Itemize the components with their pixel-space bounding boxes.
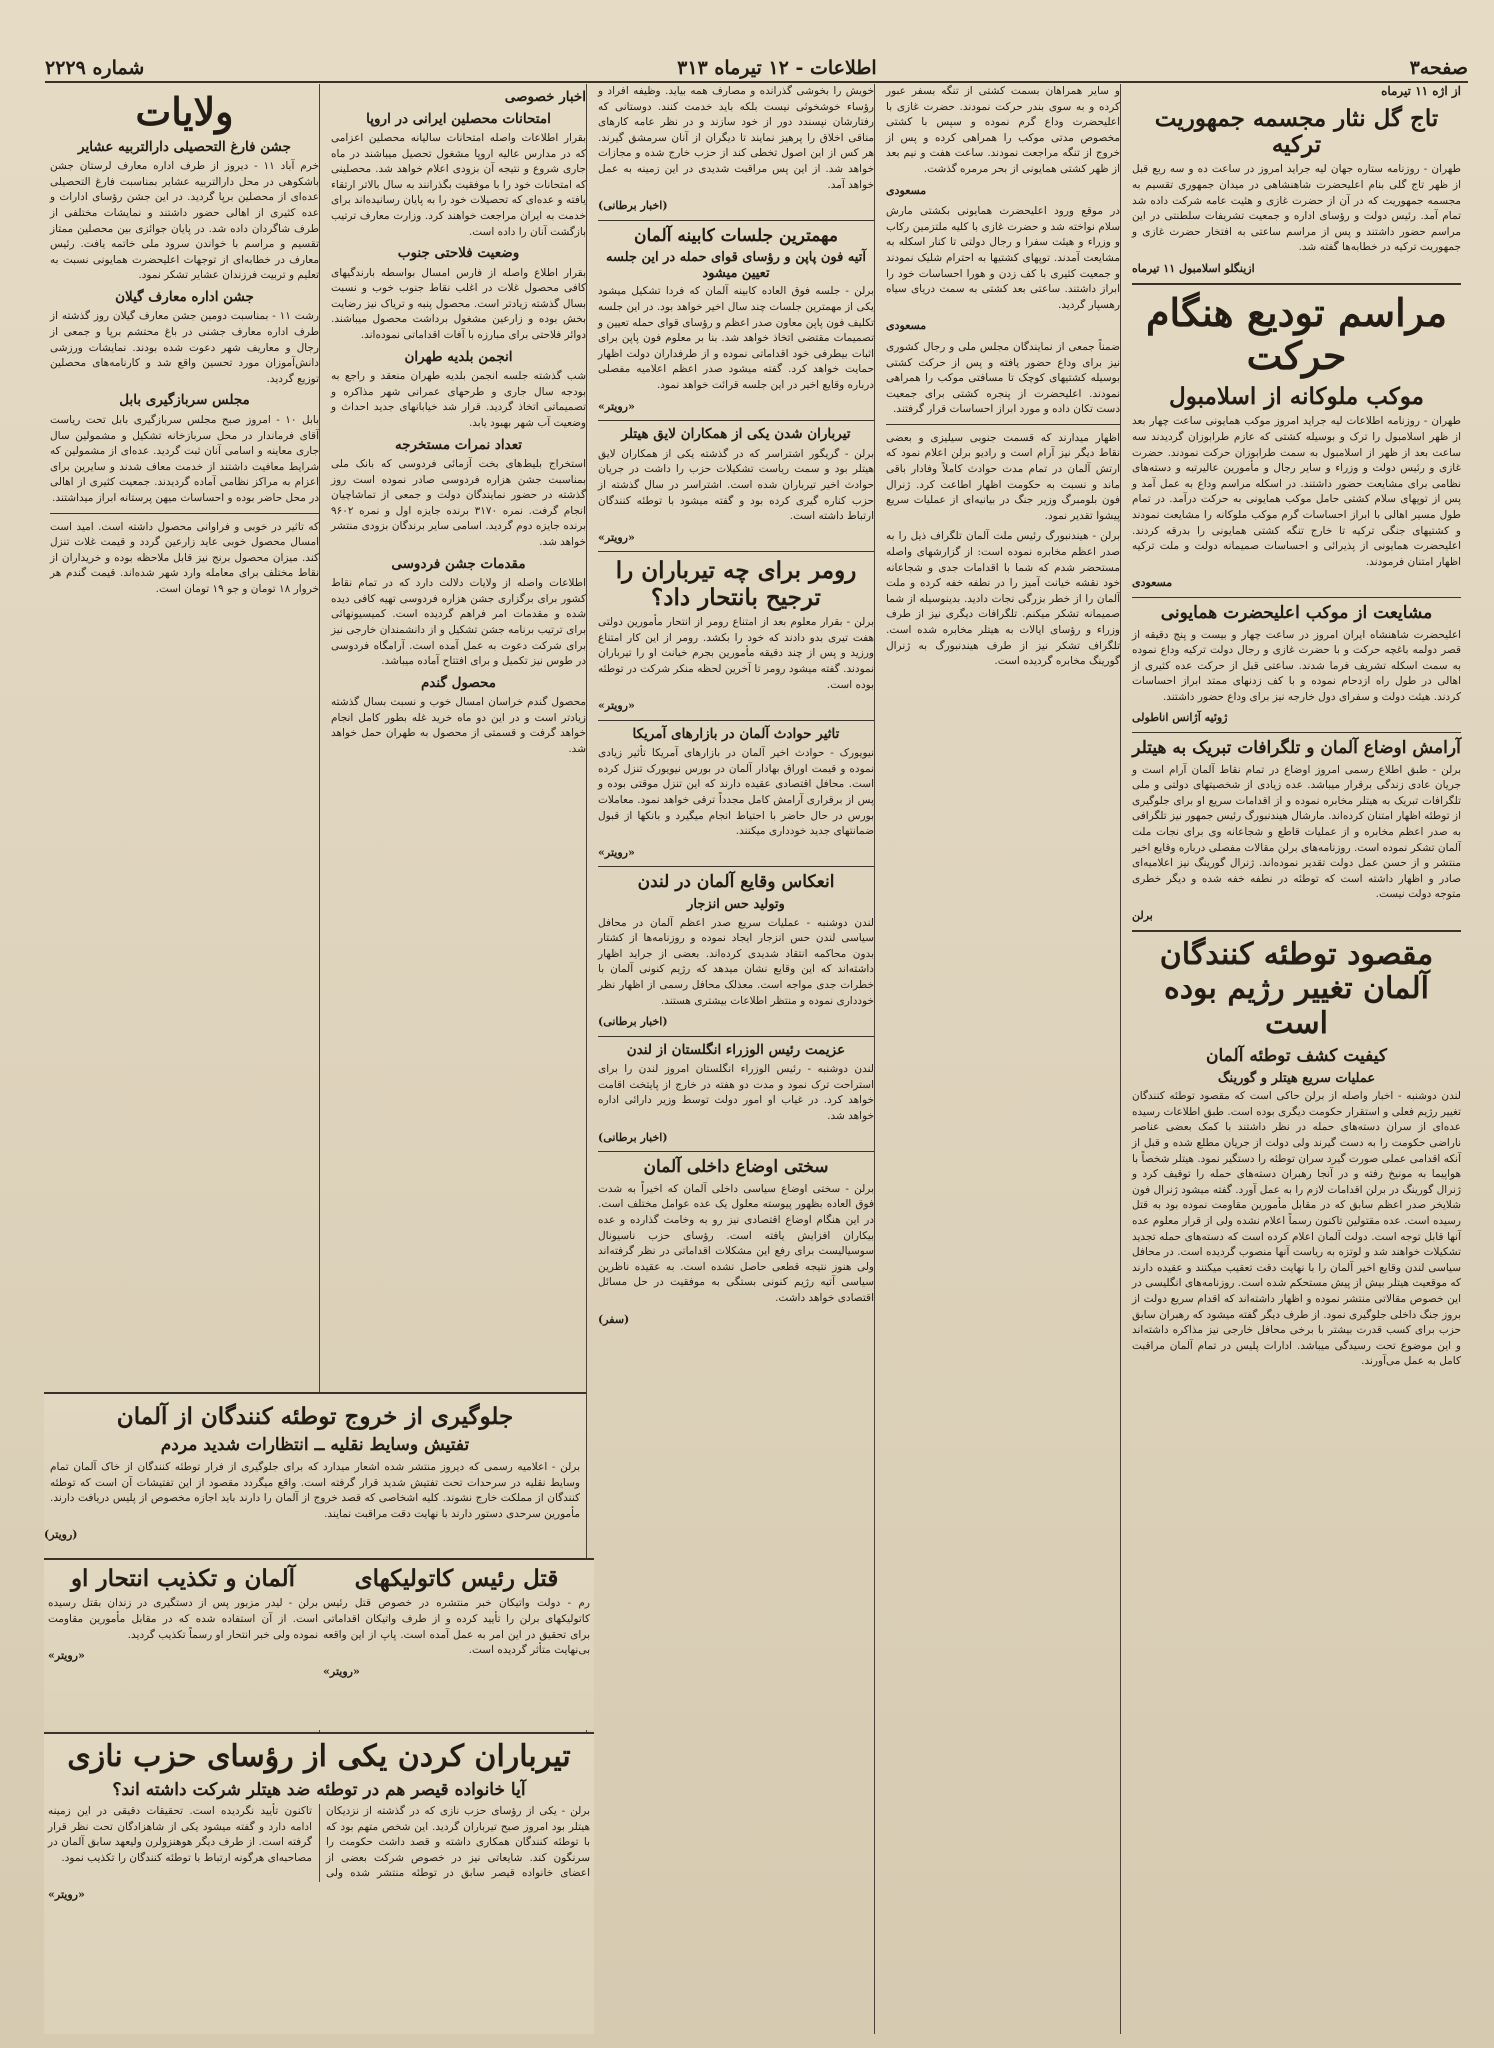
article-body: اعلیحضرت شاهنشاه ایران امروز در ساعت چهار و بیست و پنج دقیقه از قصر دولمه باغچه حرکت و با حضرت غازی و رجال دولت ترکیه وداع نموده به سمت اسکله تشریف فرما شدند. ساعتی قبل از حرکت عده کثیری از اهالی در طول راه ازدحام نموده و با کف زدنهای ممتد ابراز احساسات کردند. هیئت دولت و سفرای دول خارجه نیز برای وداع حضور داشتند. bbox=[1132, 628, 1461, 703]
article-body: لندن دوشنبه - اخبار واصله از برلن حاکی است که مقصود توطئه کنندگان تغییر رژیم فعلی و استقرار حکومت دیگری بوده است. طبق اطلاعات رسیده عده‌ای از سران دسته‌های حمله در نظر داشتند با کمک بعضی عناصر ناراضی حکومت را به دست گیرند ولی دولت از جریان مطلع شده و قبل از آنکه اقدامی عملی صورت گیرد سران توطئه را دستگیر نمود. هیتلر شخصاً با هواپیما به مونیخ رفته و در آنجا رهبران دسته‌های حمله را توقیف کرد و ژنرال گورینگ در برلن اقدامات لازم را به عمل آورد. گفته میشود ژنرال فون شلایخر صدر اعظم سابق که در مقابل مأمورین مقاومت نموده بود به قتل رسیده است. عده مقتولین تاکنون رسماً اعلام نشده ولی از قرار معلوم عده آنها قابل توجه است. دولت آلمان اعلام کرده است که دسته‌های حمله تجدید تشکیلات خواهند شد و لوتزه به ریاست آنها منصوب گردیده است. در محافل سیاسی لندن وقایع اخیر آلمان را با نهایت دقت تعقیب میکنند و عقیده دارند که موقعیت هیتلر بیش از پیش مستحکم شده است. روزنامه‌های انگلیسی در این خصوص مقالاتی منتشر نموده و اظهار داشته‌اند که اقدام سریع دولت از بروز جنگ داخلی جلوگیری نمود. از طرف دیگر گفته میشود که رهبران سابق حزب برای کسب قدرت بیشتر با برخی محافل خارجی نیز مذاکره داشته‌اند و این موضوع تحت رسیدگی میباشد. ادارات پلیس در تمام آلمان مراقبت کامل به عمل می‌آورند. bbox=[1132, 1090, 1461, 1368]
headline-roehm: رومر برای چه تیرباران را ترجیح بانتحار داد؟ bbox=[615, 557, 857, 611]
wide-article-nazi-execution bbox=[44, 1732, 594, 2034]
issue-number: شماره ۲۲۲۹ bbox=[45, 57, 145, 79]
headline-graduation: جشن فارغ التحصیلی دارالتربیه عشایر bbox=[78, 138, 291, 155]
headline-london-reaction: انعکاس وقایع آلمان در لندن bbox=[637, 872, 835, 893]
divider bbox=[598, 1036, 874, 1037]
headline-ferdowsi: مقدمات جشن فردوسی bbox=[391, 555, 526, 572]
article-body: برلن - هیندنبورگ رئیس ملت آلمان تلگراف ذیل را به صدر اعظم مخابره نموده است: از گزارشهای واصله مستحضر شدم که شما با اقدامات جدی و شجاعانه خود نقشه خیانت آمیز را در نطفه خفه کرده و ملت آلمان را از خطر بزرگی نجات دادید. بدینوسیله از شما صمیمانه تشکر میکنم. تلگرافات دیگری نیز از طرف وزراء و رؤسای ایالات به هیتلر مخابره شده است. تلگراف تشکر نیز از طرف هیندنبورگ به ژنرال گورینگ مخابره گردیده است. bbox=[886, 530, 1120, 668]
article-body: بقرار اطلاع واصله از فارس امسال بواسطه بارندگیهای کافی محصول غلات در اغلب نقاط جنوب خوب و نسبت بسال گذشته زیادتر است. محصول پنبه و تریاک نیز رضایت بخش بوده و زارعین مشغول برداشت محصول میباشند. دوائر فلاحتی برای مبارزه با آفات اقداماتی نموده‌اند. bbox=[331, 266, 586, 342]
headline-agriculture: وضعیت فلاحتی جنوب bbox=[397, 245, 520, 262]
column-1 bbox=[1126, 84, 1467, 2034]
article-body: طهران - روزنامه ستاره جهان لیه جراید امروز در ساعت ده و سه ربع قبل از ظهر تاج گلی بنام اعلیحضرت شاهنشاهی در میدان جمهوری تقسیم به مجسمه جمهوریت که در آن از حضرت غازی و هئیت عامه شرکت داده شد تمام آمد. رئیس دولت و رؤسای اداره و جمعیت تشریفات سلطنتی در این مراسم حضور داشتند و پس از مراسم ساعتی به افتخار حضرت غازی و جمهوریت ترکیه در خطابه‌ها گفته شد. bbox=[1132, 163, 1461, 254]
headline-catholic-leader: قتل رئیس کاتولیکهای bbox=[354, 1565, 559, 1592]
divider bbox=[598, 866, 874, 867]
headline-conscription: مجلس سربازگیری بابل bbox=[119, 392, 250, 409]
divider bbox=[598, 420, 874, 421]
headline-turkey-wreath: تاج گل نثار مجسمه جمهوریت ترکیه bbox=[1154, 104, 1439, 159]
article-body: ضمناً جمعی از نمایندگان مجلس ملی و رجال کشوری نیز برای وداع حضور یافته و پس از حرکت کشتی بوسیله کشتیهای کوچک تا مسافتی موکب را همراهی نمودند. اعلیحضرت از پنجره کشتی برای جمعیت دست تکان داده و مورد ابراز احساسات قرار گرفتند. bbox=[886, 340, 1120, 416]
article-source: «رویتر» bbox=[598, 399, 635, 413]
divider bbox=[598, 1151, 874, 1152]
article-source: مسعودی bbox=[1132, 576, 1173, 590]
article-source: «رویتر» bbox=[598, 699, 635, 713]
article-body: نیویورک - حوادث اخیر آلمان در بازارهای آمریکا تأثیر زیادی نموده و قیمت اوراق بهادار آلمان در بورس نیویورک تنزل کرده است. محافل اقتصادی عقیده دارند که این تنزل موقتی بوده و پس از برقراری آرامش کامل مجدداً ترقی خواهد نمود. معاملات بورس در حال حاضر با احتیاط انجام میگیرد و بانکها از قبول ضمانتهای جدید خودداری میکنند. bbox=[598, 747, 874, 838]
divider bbox=[598, 551, 874, 552]
headline-gilan: جشن اداره معارف گیلان bbox=[115, 288, 254, 305]
divider bbox=[1132, 597, 1461, 598]
divider bbox=[1132, 283, 1461, 285]
article-body: برلن - طبق اطلاع رسمی امروز اوضاع در تمام نقاط آلمان آرام است و جریان عادی زندگی برقرار میباشد. عده زیادی از شخصیتهای دولتی و ملی تلگرافات تبریک به هیتلر مخابره نموده و از اقدامات سریع او برای جلوگیری از توطئه اظهار امتنان کرده‌اند. مارشال هیندنبورگ رئیس جمهور نیز تلگرافی به صدر اعظم مخابره و از عملیات قاطع و شجاعانه وی برای نجات ملت آلمان تشکر نموده است. روزنامه‌های برلن مقالات مفصلی درباره وقایع اخیر منتشر و از حسن عمل دولت تقدیر نموده‌اند. ژنرال گورینگ نیز اعلامیه‌ای صادر و اظهار داشته است که توطئه در نطفه خفه شده و دیگر خطری متوجه دولت نیست. bbox=[1132, 763, 1461, 901]
divider bbox=[886, 424, 1120, 425]
headline-suicide-denial: آلمان و تکذیب انتحار او bbox=[70, 1565, 296, 1592]
article-body: برلن - اعلامیه رسمی که دیروز منتشر شده اشعار میدارد که برای جلوگیری از فرار توطئه کنندگان از خاک آلمان تمام وسایط نقلیه در سرحدات تحت تفتیش شدید قرار گرفته است. واقع میگردد مقصود از این تفتیشات آن است که توطئه کنندگان از مملکت خارج نشوند. کلیه اشخاصی که قصد خروج از آلمان را دارند باید اجازه مخصوص از پلیس دریافت دارند. مأمورین سرحدی دستور دارند با نهایت دقت مراقبت نمایند. bbox=[50, 1460, 580, 1520]
section-private-news: اخبار خصوصی bbox=[504, 89, 586, 105]
headline-municipality: انجمن بلدیه طهران bbox=[404, 348, 513, 365]
article-source: (اخبار برطانی) bbox=[598, 199, 668, 213]
headline-border-control: جلوگیری از خروج توطئه کنندگان از آلمان bbox=[116, 1403, 514, 1430]
article-body: شب گذشته جلسه انجمن بلدیه طهران منعقد و راجع به بودجه سال جاری و طرحهای عمرانی شهر مذاکره و تصمیماتی اتخاذ گردید. قرار شد خیابانهای جدید احداث و وضعیت آب شهر بهبود یابد. bbox=[331, 370, 586, 429]
article-source: «رویتر» bbox=[598, 530, 635, 544]
column-5 bbox=[44, 84, 325, 1378]
headline-conspiracy-purpose: مقصود توطئه کنندگان آلمان تغییر رژیم بوده است bbox=[1159, 936, 1434, 1041]
article-body: بقرار اطلاعات واصله امتحانات سالیانه محصلین اعزامی که در مدارس عالیه اروپا مشغول تحصیل میباشند در ماه جاری شروع و نتیجه آن بزودی اعلام خواهد شد. محصلینی که امتحانات خود را با موفقیت بگذرانند به سال بالاتر ارتقاء یافته و عده‌ای که تحصیلات خود را به پایان رسانیده‌اند برای خدمت به ایران مراجعت خواهند کرد. وزارت معارف ترتیب بازگشت آنان را داده است. bbox=[331, 132, 586, 238]
article-body: رم - دولت واتیکان خبر منتشره در خصوص قتل رئیس کاتولیکهای برلن را تأیید کرده و از طرف واتیکان اقداماتی برای تحقیق در این امر به عمل آمده است. پاپ از این واقعه بی‌نهایت متأثر گردیده است. bbox=[323, 1597, 590, 1657]
article-source: مسعودی bbox=[886, 319, 927, 333]
article-body: برلن - گریگور اشتراسر که در گذشته یکی از همکاران لایق هیتلر بود و سمت ریاست تشکیلات حزب را داشت در جریان حوادث اخیر تیرباران شده است. اشتراسر در سال گذشته از حزب کناره گیری کرده بود و گفته میشود با توطئه کنندگان ارتباط داشته است. bbox=[598, 447, 874, 523]
article-body: لندن دوشنبه - رئیس الوزراء انگلستان امروز لندن را برای استراحت ترک نمود و مدت دو هفته در خارج از پایتخت اقامت خواهد کرد. در غیاب او امور دولت توسط وزیر دارائی اداره خواهد شد. bbox=[598, 1063, 874, 1123]
article-source: برلن bbox=[1132, 908, 1153, 922]
subheadline-papen: آتیه فون پاپن و رؤسای قوای حمله در این جلسه تعیین میشود bbox=[606, 250, 866, 281]
subheadline-disgust: وتولید حس انزجار bbox=[687, 896, 785, 912]
headline-escort: مشایعت از موکب اعلیحضرت همایونی bbox=[1160, 602, 1433, 623]
article-body: اظهار میدارند که قسمت جنوبی سیلیزی و بعضی نقاط دیگر نیز آرام است و رادیو برلن اعلام نمود که ارتش آلمان در تمام مدت حوادث کاملاً وفادار باقی ماند و نسبت به حکومت اظهار اطاعت کرد. ژنرال فون بلومبرگ وزیر جنگ در بیانیه‌ای از عملیات سریع پیشوا تقدیر نمود. bbox=[886, 431, 1120, 522]
article-source: ژوئیه آژانس اناطولی bbox=[1132, 711, 1228, 725]
headline-lottery: تعداد نمرات مستخرجه bbox=[394, 436, 523, 453]
article-body: برلن - جلسه فوق العاده کابینه آلمان که فردا تشکیل میشود یکی از مهمترین جلسات چند سال اخیر خواهد بود. در این جلسه تکلیف فون پاپن معاون صدر اعظم و رؤسای قوای حمله تعیین و تصمیمات مقتضی اتخاذ خواهد شد. بنا بر معلوم فون پاپن برای اثبات بیطرفی خود اقداماتی نموده و از طرفداران دولت اظهار حمایت خواهد کرد. گفته میشود صدر اعظم اعلامیه مفصلی درباره وقایع اخیر در این جلسه قرائت خواهد نمود. bbox=[598, 285, 874, 392]
subheadline-discovery: کیفیت کشف توطئه آلمان bbox=[1206, 1046, 1387, 1067]
subheadline-royal-procession: موکب ملوکانه از اسلامبول bbox=[1169, 383, 1424, 410]
article-body: لندن دوشنبه - عملیات سریع صدر اعظم آلمان در محافل سیاسی لندن حس انزجار ایجاد نموده و روزنامه‌ها از کشتار بدون محاکمه انتقاد شدیدی کرده‌اند. بعضی از جراید اظهار داشته‌اند که این وقایع نشان میدهد که رژیم کنونی آلمان با خطرات جدی مواجه است. معذلک محافل رسمی از اظهار نظر خودداری نموده و منتظر اطلاعات بیشتری هستند. bbox=[598, 916, 874, 1007]
article-body: محصول گندم خراسان امسال خوب و نسبت بسال گذشته زیادتر است و در این دو ماه خرید غله بطور کامل انجام خواهد گرفت و قسمتی از محصول به طهران حمل خواهد شد. bbox=[331, 696, 586, 756]
article-source: ازینگلو اسلامبول ۱۱ تیرماه bbox=[1132, 262, 1255, 276]
headline-wheat: محصول گندم bbox=[420, 674, 497, 691]
divider bbox=[598, 220, 874, 221]
article-source: مسعودی bbox=[886, 183, 927, 197]
column-4 bbox=[325, 84, 592, 1378]
divider bbox=[598, 720, 874, 721]
divider bbox=[1132, 732, 1461, 733]
article-body: اطلاعات واصله از ولایات دلالت دارد که در تمام نقاط کشور برای برگزاری جشن هزاره فردوسی تهیه کافی دیده شده و مقدمات امر فراهم گردیده است. کمیسیونهائی برای ترتیب برنامه جشن تشکیل و از دانشمندان خارجی نیز برای شرکت دعوت به عمل آمده است. آرامگاه فردوسی در طوس نیز تکمیل و برای افتتاح آماده میباشد. bbox=[331, 577, 586, 668]
article-body: رشت ۱۱ - بمناسبت دومین جشن معارف گیلان روز گذشته از طرف اداره معارف جشنی در باغ محتشم برپا و جمعی از رجال و معاریف شهر دعوت شده بودند. نمایشات ورزشی دانش‌آموزان مورد تحسین واقع شد و کارنامه‌های محصلین توزیع گردید. bbox=[50, 310, 319, 385]
article-body: برلن - بقرار معلوم بعد از امتناع رومر از انتحار مأمورین دولتی هفت تیری بدو دادند که خود را بکشد. رومر از این کار امتناع ورزید و پس از چند دقیقه مأمورین بجرم خیانت او را تیرباران نمودند. گفته میشود رومر تا آخرین لحظه منکر شرکت در توطئه بوده است. bbox=[598, 616, 874, 691]
masthead bbox=[45, 55, 1468, 83]
article-source: (اخبار برطانی) bbox=[598, 1015, 668, 1029]
article-body: برلن - یکی از رؤسای حزب نازی که در گذشته از نزدیکان هیتلر بود امروز صبح تیرباران گردید. این شخص متهم بود که با توطئه کنندگان همکاری داشته و قصد داشت حکومت را سرنگون کند. شایعاتی نیز در خصوص شرکت بعضی از اعضای خانواده قیصر سابق در توطئه منتشر شده ولی تاکنون تأیید نگردیده است. تحقیقات دقیقی در این زمینه ادامه دارد و گفته میشود یکی از شاهزادگان تحت نظر قرار گرفته است. از طرف دیگر هوهنزولرن ولیعهد سابق آلمان در مصاحبه‌ای هرگونه ارتباط با توطئه کنندگان را تکذیب نمود. bbox=[48, 1805, 590, 1880]
article-source: «رویتر» bbox=[323, 1664, 360, 1678]
article-body: طهران - روزنامه اطلاعات لیه جراید امروز موکب همایونی ساعت چهار بعد از ظهر اسلامبول را ترک و بوسیله کشتی که عازم طرابوزان گردیدند سه ساعت بعد از ظهر از اسلامبول به سمت طرابوزان حرکت نمودند. حضرت غازی و رئیس دولت و وزراء و سایر رجال و مأمورین عالیرتبه و دسته‌های نظامی برای مشایعت حضور داشتند. در اسکله مراسم وداع به عمل آمد و پس از توپهای سلام کشتی حامل موکب همایونی به حرکت درآمد. در تمام طول مسیر اهالی با ابراز احساسات گرم موکب ملوکانه را مشایعت نمودند و کشتیهای جنگی ترکیه تا خارج تنگه کشتی همایونی را بدرقه کردند. اعلیحضرت همایونی از پذیرائی و احساسات صمیمانه دولت و ملت ترکیه اظهار امتنان فرمودند. bbox=[1132, 415, 1461, 568]
headline-nazi-execution: تیرباران کردن یکی از رؤسای حزب نازی bbox=[67, 1739, 571, 1774]
article-body: برلن - لیدر مزبور پس از دستگیری در زندان بقتل رسیده است. از آن استفاده شده که در مقابل مأمورین مقاومت نموده ولی خبر انتحار او رسماً تکذیب گردید. bbox=[48, 1597, 318, 1641]
article-body: خرم آباد ۱۱ - دیروز از طرف اداره معارف لرستان جشن باشکوهی در محل دارالتربیه عشایر بمناسبت فارغ التحصیلی عده‌ای از محصلین برپا گردید. در این جشن رؤسای ادارات و عده کثیری از اهالی حضور داشتند و نمایشات مختلفی از طرف شاگردان داده شد. در پایان جوائزی بین محصلین ممتاز تقسیم و مراسم با خواندن سرود ملی خاتمه یافت. رئیس معارف در خطابه‌ای از توجهات اعلیحضرت همایونی نسبت به تعلیم و تربیت فرزندان عشایر تشکر نمود. bbox=[50, 160, 319, 282]
column-2 bbox=[880, 84, 1126, 2034]
article-body: و سایر همراهان بسمت کشتی از تنگه بسفر عبور کرده و به سوی بندر حرکت نمودند. حضرت غازی با اعلیحضرت وداع گرم نموده و سپس با کشتی مخصوص مدتی موکب را همراهی کرده و پس از خروج از تنگه مراجعت نمودند. ساعت هفت و نیم بعد از ظهر کشتی همایونی از بحر مرمره گذشت. bbox=[886, 85, 1120, 175]
article-body: در موقع ورود اعلیحضرت همایونی بکشتی مارش سلام نواخته شد و حضرت غازی با کلیه ملتزمین رکاب و وزراء و هیئت سفرا و رجال دولتی تا کنار اسکله به مشایعت آمدند. توپهای کشتیها به احترام شلیک نمودند و جمعیت کثیری با کف زدن و هورا احساسات خود را ابراز داشتند. ساعتی بعد کشتی به سمت دریای سیاه رهسپار گردید. bbox=[886, 205, 1120, 311]
headline-farewell-ceremony: مراسم تودیع هنگام حرکت bbox=[1146, 289, 1447, 379]
column-3 bbox=[592, 84, 880, 2034]
headline-pm-departure: عزیمت رئیس الوزراء انگلستان از لندن bbox=[626, 1041, 846, 1058]
section-provinces: ولایات bbox=[135, 89, 234, 134]
article-body: بابل ۱۰ - امروز صبح مجلس سربازگیری بابل تحت ریاست آقای فرماندار در محل سربازخانه تشکیل و مشمولین سال جاری معاینه و اسامی آنان ثبت گردید. عده‌ای از مشمولین که شرایط معافیت داشتند از خدمت معاف شدند و سایرین برای اعزام به مراکز نظامی آماده گردیدند. جمعیت کثیری از اهالی در محل حاضر بوده و احساسات میهن پرستانه ابراز میداشتند. bbox=[50, 413, 319, 504]
headline-cabinet-meeting: مهمترین جلسات کابینه آلمان bbox=[634, 225, 838, 246]
article-source: «رویتر» bbox=[48, 1888, 85, 1902]
dateline: از اژه ۱۱ تیرماه bbox=[1381, 84, 1461, 98]
headline-exams: امتحانات محصلین ایرانی در اروپا bbox=[366, 110, 551, 127]
masthead-title: اطلاعات - ۱۲ تیرماه ۳۱۳ bbox=[677, 57, 877, 79]
article-body: استخراج بلیط‌های بخت آزمائی فردوسی که بانک ملی بمناسبت جشن هزاره فردوسی صادر نموده است روز گذشته در حضور نمایندگان دولت و جمعی از تماشاچیان انجام گرفت. نمره ۳۱۷۰ برنده جایزه اول و نمره ۹۶۰۲ برنده جایزه دوم گردید. اسامی سایر برندگان بزودی منتشر خواهد شد. bbox=[331, 458, 587, 549]
subheadline-kaiser-family: آیا خانواده قیصر هم در توطئه ضد هیتلر شرکت داشته اند؟ bbox=[112, 1779, 526, 1800]
article-body: که تاثیر در خوبی و فراوانی محصول داشته است. امید است امسال محصول خوبی عاید زارعین گردد و قیمت غلات تنزل کند. میزان محصول برنج نیز قابل ملاحظه بوده و خریداران از نقاط مختلف برای معامله وارد شهر شده‌اند. قیمت گندم هر خروار ۱۸ تومان و جو ۱۹ تومان است. bbox=[50, 520, 319, 595]
article-body: خویش را بخوشی گذرانده و مصارف همه بیاید. وظیفه افراد و رؤساء خوشخوئی نیست بلکه باید خدمت کنند. دوستانی که رفتارشان نپسندد دور از خود سازند و در نظر عامه کارهای مناقی اخلاق را پرهیز نمایند تا دیگران از آنان سرمشق گیرند. هر کس از این اصول تخطی کند از حزب خارج شده و مجازات خواهد شد. از این پس مراقبت شدیدی در این زمینه به عمل خواهد آمد. bbox=[598, 85, 874, 191]
headline-germany-calm: آرامش اوضاع آلمان و تلگرافات تبریک به هیتلر bbox=[1132, 738, 1461, 759]
divider bbox=[50, 513, 319, 514]
divider bbox=[1132, 930, 1461, 932]
page-number: صفحه۳ bbox=[1409, 57, 1468, 79]
article-source: (سفر) bbox=[598, 1312, 630, 1326]
wide-article-catholic bbox=[319, 1558, 594, 1730]
article-source: «رویتر» bbox=[598, 845, 635, 859]
article-source: (اخبار برطانی) bbox=[598, 1130, 668, 1144]
subheadline-inspection: تفتیش وسایط نقلیه ــ انتظارات شدید مردم bbox=[160, 1435, 470, 1456]
subheadline-operations: عملیات سریع هیتلر و گورینگ bbox=[1217, 1070, 1376, 1086]
article-body: برلن - سختی اوضاع سیاسی داخلی آلمان که اخیراً به شدت فوق العاده بظهور پیوسته معلول یک عده عوامل مختلف است. در این هنگام اوضاع اقتصادی نیز رو به وخامت گذارده و عده بیکاران افزایش یافته است. رؤسای حزب ناسیونال سوسیالیست برای رفع این مشکلات اقداماتی در نظر گرفته‌اند ولی هنوز نتیجه قطعی حاصل نشده است. به عقیده ناظرین سیاسی آتیه رژیم کنونی بستگی به موفقیت در حل مسائل اقتصادی خواهد داشت. bbox=[598, 1182, 874, 1304]
headline-execution-colleague: تیرباران شدن یکی از همکاران لایق هیتلر bbox=[621, 426, 851, 443]
article-source: «رویتر» bbox=[48, 1649, 85, 1663]
headline-american-markets: تاثیر حوادث آلمان در بازارهای آمریکا bbox=[632, 725, 840, 742]
article-source: (رویتر) bbox=[44, 1528, 78, 1542]
wide-article-denial bbox=[44, 1558, 322, 1730]
wide-article-border-control bbox=[44, 1392, 586, 1560]
headline-internal-situation: سختی اوضاع داخلی آلمان bbox=[643, 1157, 829, 1178]
